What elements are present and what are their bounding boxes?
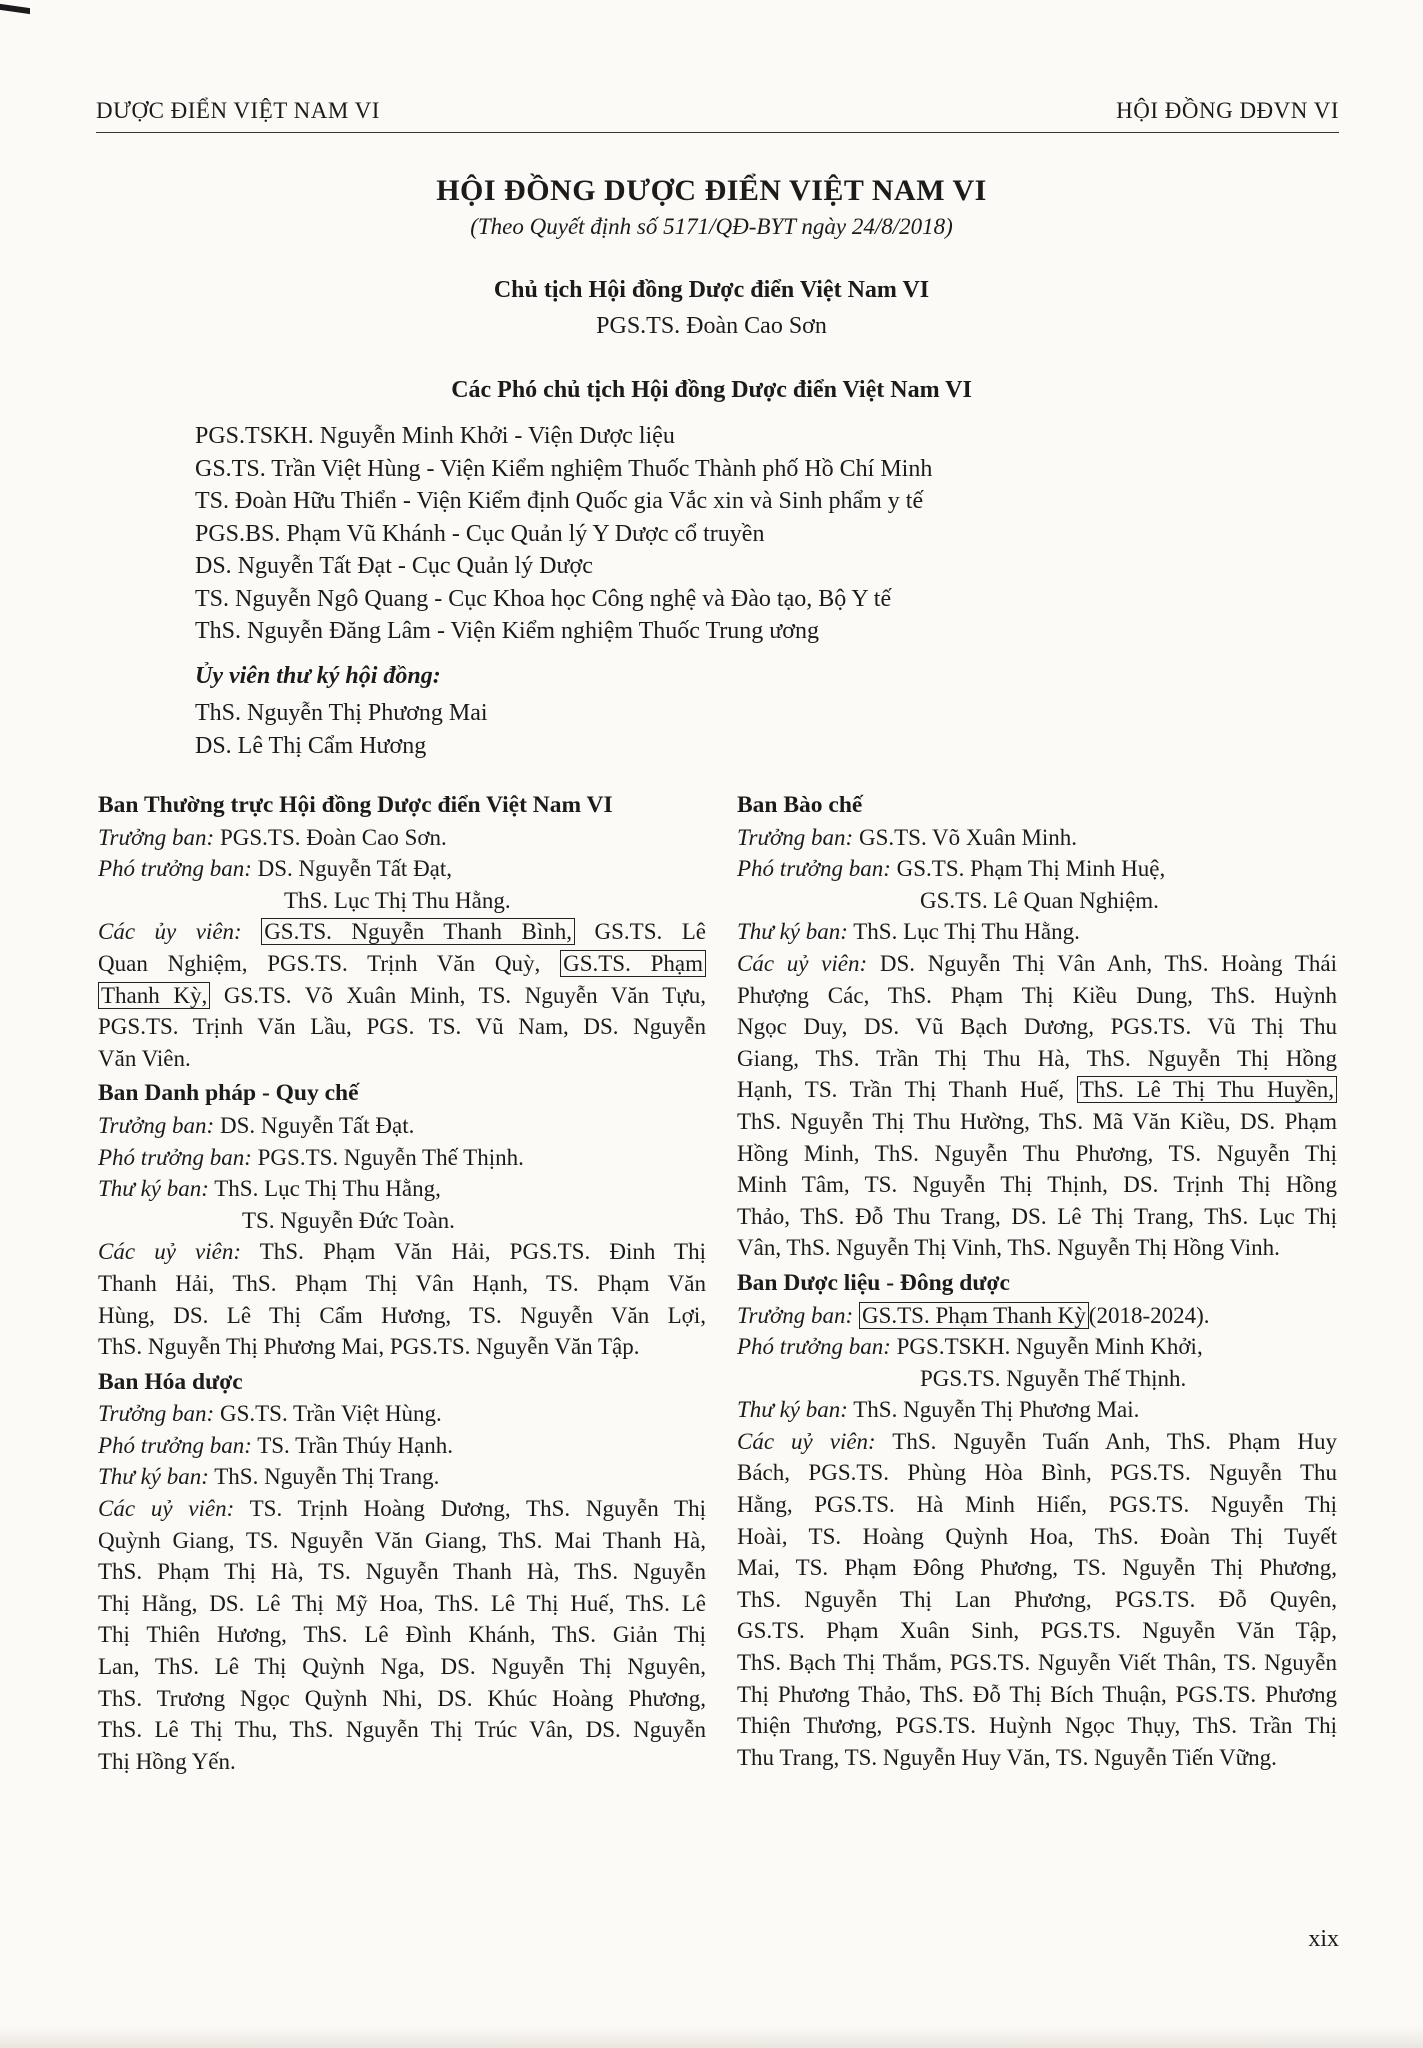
vice-chair-item: GS.TS. Trần Việt Hùng - Viện Kiểm nghiệm Thuốc Thành phố Hồ Chí Minh [195, 455, 933, 482]
member-text: GS.TS. Võ Xuân Minh, TS. Nguyễn Văn Tựu, [223, 982, 707, 1008]
vice-chair-item: DS. Nguyễn Tất Đạt - Cục Quản lý Dược [195, 553, 593, 579]
highlighted-name: GS.TS. Nguyễn Thanh Bình, [261, 918, 575, 945]
role-label: Phó trưởng ban: [98, 1432, 252, 1458]
chair-name: PGS.TS. Đoàn Cao Sơn [596, 313, 827, 339]
role-value: ThS. Lục Thị Thu Hằng, [208, 1176, 441, 1202]
member-text: Hằng, PGS.TS. Hà Minh Hiển, PGS.TS. Nguyễn Thị [737, 1492, 1337, 1518]
member-text: Hùng, DS. Lê Thị Cẩm Hương, TS. Nguyễn Văn Lợi, [98, 1302, 706, 1328]
secretary-item: ThS. Nguyễn Thị Phương Mai [195, 700, 488, 726]
role-label: Các ủy viên: [98, 919, 242, 945]
member-text: DS. Nguyễn Thị Vân Anh, ThS. Hoàng Thái [867, 950, 1337, 976]
role-value: GS.TS. Trần Việt Hùng. [214, 1401, 442, 1427]
role-label: Phó trưởng ban: [98, 1144, 252, 1170]
highlighted-name: Thanh Kỳ, [98, 982, 210, 1009]
member-text: ThS. Phạm Văn Hải, PGS.TS. Đinh Thị [241, 1239, 706, 1265]
member-text: ThS. Nguyễn Thị Phương Mai, PGS.TS. Nguyễn Văn Tập. [98, 1334, 640, 1360]
member-text: Quan Nghiệm, PGS.TS. Trịnh Văn Quỳ, [98, 950, 541, 976]
role-value: TS. Nguyễn Đức Toàn. [242, 1207, 455, 1233]
page-title: HỘI ĐỒNG DƯỢC ĐIỂN VIỆT NAM VI [436, 174, 987, 207]
member-text: ThS. Nguyễn Thị Thu Hường, ThS. Mã Văn Kiều, DS. Phạm [737, 1108, 1337, 1134]
role-label: Trưởng ban: [98, 1401, 215, 1427]
secretary-item: DS. Lê Thị Cẩm Hương [195, 732, 427, 759]
section-heading: Ban Hóa dược [98, 1368, 243, 1395]
vice-chair-item: PGS.TSKH. Nguyễn Minh Khởi - Viện Dược liệu [195, 423, 675, 449]
role-label: Phó trưởng ban: [737, 1334, 891, 1360]
role-label: Trưởng ban: [737, 824, 854, 850]
role-label: Các uỷ viên: [737, 950, 868, 976]
running-header-right: HỘI ĐỒNG DĐVN VI [1116, 98, 1339, 123]
right-column [737, 790, 1337, 1773]
member-text: ThS. Trương Ngọc Quỳnh Nhi, DS. Khúc Hoàng Phương, [98, 1685, 706, 1711]
member-text: Thị Phương Thảo, ThS. Đỗ Thị Bích Thuận, PGS.TS. Phương [737, 1681, 1337, 1707]
role-label: Trưởng ban: [98, 824, 215, 850]
member-text: ThS. Phạm Thị Hà, TS. Nguyễn Thanh Hà, ThS. Nguyễn [98, 1559, 706, 1585]
member-text: Thị Hằng, DS. Lê Thị Mỹ Hoa, ThS. Lê Thị Huế, ThS. Lê [98, 1590, 706, 1616]
role-label: Phó trưởng ban: [98, 856, 252, 882]
role-label: Phó trưởng ban: [737, 856, 891, 882]
highlighted-name: GS.TS. Phạm Thanh Kỳ [859, 1302, 1089, 1329]
role-label: Trưởng ban: [98, 1112, 215, 1138]
page-subtitle: (Theo Quyết định số 5171/QĐ-BYT ngày 24/8/2018) [470, 214, 953, 239]
section-heading: Ban Danh pháp - Quy chế [98, 1080, 359, 1107]
member-text: TS. Trịnh Hoàng Dương, ThS. Nguyễn Thị [234, 1496, 706, 1522]
member-text: Bách, PGS.TS. Phùng Hòa Bình, PGS.TS. Nguyễn Thu [737, 1460, 1337, 1486]
member-text: Lan, ThS. Lê Thị Quỳnh Nga, DS. Nguyễn Thị Nguyên, [98, 1654, 706, 1680]
member-text: Ngọc Duy, DS. Vũ Bạch Dương, PGS.TS. Vũ Thị Thu [737, 1014, 1337, 1040]
member-text: Thanh Hải, ThS. Phạm Thị Vân Hạnh, TS. Phạm Văn [98, 1270, 706, 1296]
role-value: PGS.TS. Đoàn Cao Sơn. [214, 824, 447, 850]
vice-chair-item: PGS.BS. Phạm Vũ Khánh - Cục Quản lý Y Dược cổ truyền [195, 520, 765, 547]
member-text: Thị Hồng Yến. [98, 1748, 236, 1774]
role-value: (2018-2024). [1088, 1302, 1210, 1328]
role-label: Các uỷ viên: [98, 1239, 242, 1265]
secretary-heading: Ủy viên thư ký hội đồng: [195, 663, 441, 689]
scan-mark [0, 4, 30, 14]
vice-chairs-heading: Các Phó chủ tịch Hội đồng Dược điển Việt Nam VI [451, 377, 972, 403]
member-text: ThS. Lê Thị Thu, ThS. Nguyễn Thị Trúc Vân, DS. Nguyễn [98, 1717, 706, 1743]
member-text: GS.TS. Lê [575, 919, 706, 945]
member-text: Hồng Minh, ThS. Nguyễn Thu Phương, TS. Nguyễn Thị [737, 1140, 1337, 1166]
role-value: DS. Nguyễn Tất Đạt. [214, 1112, 415, 1138]
vice-chair-item: TS. Nguyễn Ngô Quang - Cục Khoa học Công nghệ và Đào tạo, Bộ Y tế [195, 585, 892, 612]
member-text: GS.TS. Phạm Xuân Sinh, PGS.TS. Nguyễn Văn Tập, [737, 1618, 1337, 1644]
vice-chairs-list [195, 420, 932, 648]
member-text: Minh Tâm, TS. Nguyễn Thị Thịnh, DS. Trịnh Thị Hồng [737, 1172, 1337, 1198]
running-header-left: DƯỢC ĐIỂN VIỆT NAM VI [96, 98, 380, 123]
role-label: Các uỷ viên: [737, 1428, 876, 1454]
member-text: Văn Viên. [98, 1045, 191, 1071]
role-label: Thư ký ban: [98, 1176, 209, 1202]
chair-heading: Chủ tịch Hội đồng Dược điển Việt Nam VI [493, 277, 930, 303]
role-label: Trưởng ban: [737, 1302, 854, 1328]
section-heading: Ban Dược liệu - Đông dược [737, 1269, 1010, 1296]
member-text: Mai, TS. Phạm Đông Phương, TS. Nguyễn Thị Phương, [737, 1555, 1337, 1581]
role-label: Thư ký ban: [98, 1464, 209, 1490]
highlighted-name: GS.TS. Phạm [560, 950, 706, 977]
member-text: Thiện Thương, PGS.TS. Huỳnh Ngọc Thụy, ThS. Trần Thị [737, 1713, 1337, 1739]
left-column [98, 790, 706, 1777]
member-text: Phượng Các, ThS. Phạm Thị Kiều Dung, ThS. Huỳnh [737, 982, 1337, 1008]
member-text: Giang, ThS. Trần Thị Thu Hà, ThS. Nguyễn Thị Hồng [737, 1045, 1337, 1071]
role-value: GS.TS. Lê Quan Nghiệm. [920, 887, 1159, 913]
member-text: ThS. Nguyễn Thị Lan Phương, PGS.TS. Đỗ Quyên, [737, 1586, 1337, 1612]
role-value: ThS. Lục Thị Thu Hằng. [284, 887, 511, 913]
role-value: ThS. Nguyễn Thị Trang. [208, 1464, 440, 1490]
role-value: ThS. Lục Thị Thu Hằng. [847, 919, 1080, 945]
role-value: TS. Trần Thúy Hạnh. [251, 1432, 453, 1458]
role-value: PGS.TS. Nguyễn Thế Thịnh. [920, 1365, 1187, 1391]
role-label: Thư ký ban: [737, 1397, 848, 1423]
scan-edge-shadow [0, 2026, 1423, 2048]
member-text: Quỳnh Giang, TS. Nguyễn Văn Giang, ThS. Mai Thanh Hà, [98, 1527, 706, 1553]
member-text: ThS. Nguyễn Tuấn Anh, ThS. Phạm Huy [875, 1428, 1337, 1454]
member-text: Thu Trang, TS. Nguyễn Huy Văn, TS. Nguyễn Tiến Vững. [737, 1744, 1277, 1770]
vice-chair-item: TS. Đoàn Hữu Thiển - Viện Kiểm định Quốc gia Vắc xin và Sinh phẩm y tế [195, 488, 924, 514]
section-heading: Ban Thường trực Hội đồng Dược điển Việt Nam VI [98, 792, 613, 818]
role-value: ThS. Nguyễn Thị Phương Mai. [847, 1397, 1140, 1423]
section-heading: Ban Bào chế [737, 792, 863, 818]
role-value: PGS.TSKH. Nguyễn Minh Khởi, [890, 1334, 1203, 1360]
role-value: GS.TS. Phạm Thị Minh Huệ, [890, 856, 1166, 882]
role-value: GS.TS. Võ Xuân Minh. [853, 824, 1078, 850]
member-text: Vân, ThS. Nguyễn Thị Vinh, ThS. Nguyễn Thị Hồng Vinh. [737, 1235, 1280, 1261]
member-text: Hạnh, TS. Trần Thị Thanh Huế, [737, 1077, 1065, 1103]
member-text: Thảo, ThS. Đỗ Thu Trang, DS. Lê Thị Trang, ThS. Lục Thị [737, 1203, 1337, 1229]
role-label: Các uỷ viên: [98, 1496, 235, 1522]
member-text: ThS. Bạch Thị Thắm, PGS.TS. Nguyễn Viết Thân, TS. Nguyễn [737, 1650, 1337, 1676]
role-value: PGS.TS. Nguyễn Thế Thịnh. [251, 1144, 524, 1170]
page-number: xix [1308, 1926, 1339, 1952]
role-value: DS. Nguyễn Tất Đạt, [251, 856, 453, 882]
header-rule [96, 132, 1339, 133]
member-text: Hoài, TS. Hoàng Quỳnh Hoa, ThS. Đoàn Thị Tuyết [737, 1523, 1337, 1549]
member-text: Thị Thiên Hương, ThS. Lê Đình Khánh, ThS. Giản Thị [98, 1622, 706, 1648]
highlighted-name: ThS. Lê Thị Thu Huyền, [1077, 1076, 1337, 1103]
member-text: PGS.TS. Trịnh Văn Lầu, PGS. TS. Vũ Nam, DS. Nguyễn [98, 1014, 706, 1040]
vice-chair-item: ThS. Nguyễn Đăng Lâm - Viện Kiểm nghiệm Thuốc Trung ương [195, 618, 819, 644]
role-label: Thư ký ban: [737, 919, 848, 945]
secretary-list [195, 697, 488, 762]
